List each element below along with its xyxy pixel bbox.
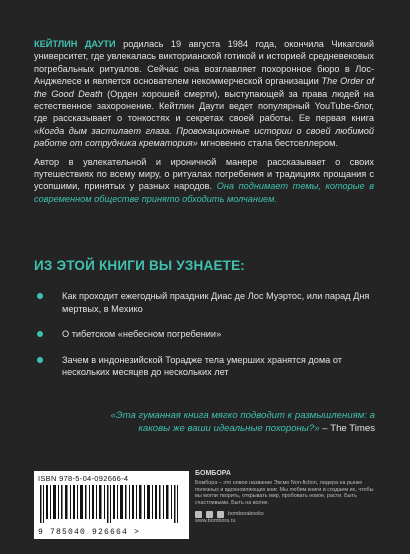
learn-list — [34, 290, 374, 392]
publisher-handle: bomborabooks — [228, 511, 264, 518]
publisher-info — [195, 471, 375, 525]
first-book-title: «Когда дым застилает глаза. Провокационные истории о своей любимой работе от сотрудника крематория» — [34, 125, 374, 149]
bio-highlight: Она поднимает темы, которые в современном обществе принято обходить молчанием. — [34, 181, 375, 204]
social-icon — [206, 511, 213, 518]
list-item: Как проходит ежегодный праздник Диас де Лос Муэртос, или парад Дня мертвых, в Мехико — [34, 290, 374, 315]
bio-paragraph-1: КЕЙТЛИН ДАУТИ родилась 19 августа 1984 года, окончила Чикагский университет, где увлекалась викторианской готикой и историей средневековых погребальных ритуалов. Сейчас она возглавляет похоронное бюро в Лос-Анджелесе и является основателем некоммерческой организации The Order of the Good Death (Орден хорошей смерти), выступающей за права людей на естественное захоронение. Кейтлин Даути ведет популярный YouTube-блог, где рассказывает о тонкостях и секретах своей работы. Ее первая книга «Когда дым застилает глаза. Провокационные истории о своей любимой работе от сотрудника крематория» мгновенно стала бестселлером. — [34, 39, 374, 149]
barcode-number: 9 785040 926664 > — [38, 528, 141, 537]
bullet-icon — [37, 357, 43, 363]
isbn-label: ISBN 978-5-04-092666-4 — [38, 474, 129, 483]
organization-name: The Order of the Good Death — [34, 76, 374, 99]
bullet-icon — [37, 293, 43, 299]
publisher-socials — [195, 511, 375, 518]
author-name: КЕЙТЛИН ДАУТИ — [34, 39, 116, 49]
list-item: Зачем в индонезийской Торадже тела умерших хранятся дома от нескольких месяцев до нескольких лет — [34, 354, 374, 379]
publisher-description: Бомбора – это новое название Эксмо Non-fiction, лидера на рынке полезных и вдохновляющих книг. Мы любим книги и создаем их, чтобы вы могли творить, открывать мир, пробовать новое, расти. Быть счастливыми. Быть на волне. — [195, 479, 374, 507]
author-bio — [34, 38, 374, 211]
learn-section-title: ИЗ ЭТОЙ КНИГИ ВЫ УЗНАЕТЕ: — [34, 258, 246, 273]
barcode-panel — [34, 471, 189, 539]
barcode-icon — [40, 485, 183, 523]
list-item: О тибетском «небесном погребении» — [34, 328, 374, 341]
quote-text: «Эта гуманная книга мягко подводит к размышлениям: а каковы же ваши идеальные похороны?» — [110, 410, 375, 434]
quote-source: – The Times — [319, 422, 375, 434]
press-quote — [100, 410, 375, 436]
publisher-site: www.bombora.ru — [195, 517, 236, 524]
bullet-icon — [37, 331, 43, 337]
bio-paragraph-2: Автор в увлекательной и ироничной манере рассказывает о своих путешествиях по всему миру, о ритуалах погребения и традициях прощания с усопшими, принятых у разных народов. Она поднимает темы, которые в современном обществе принято обходить молчанием. — [34, 156, 375, 204]
social-icon — [217, 511, 224, 518]
publisher-logo: БОМБОРА — [195, 470, 231, 477]
social-icon — [195, 511, 202, 518]
